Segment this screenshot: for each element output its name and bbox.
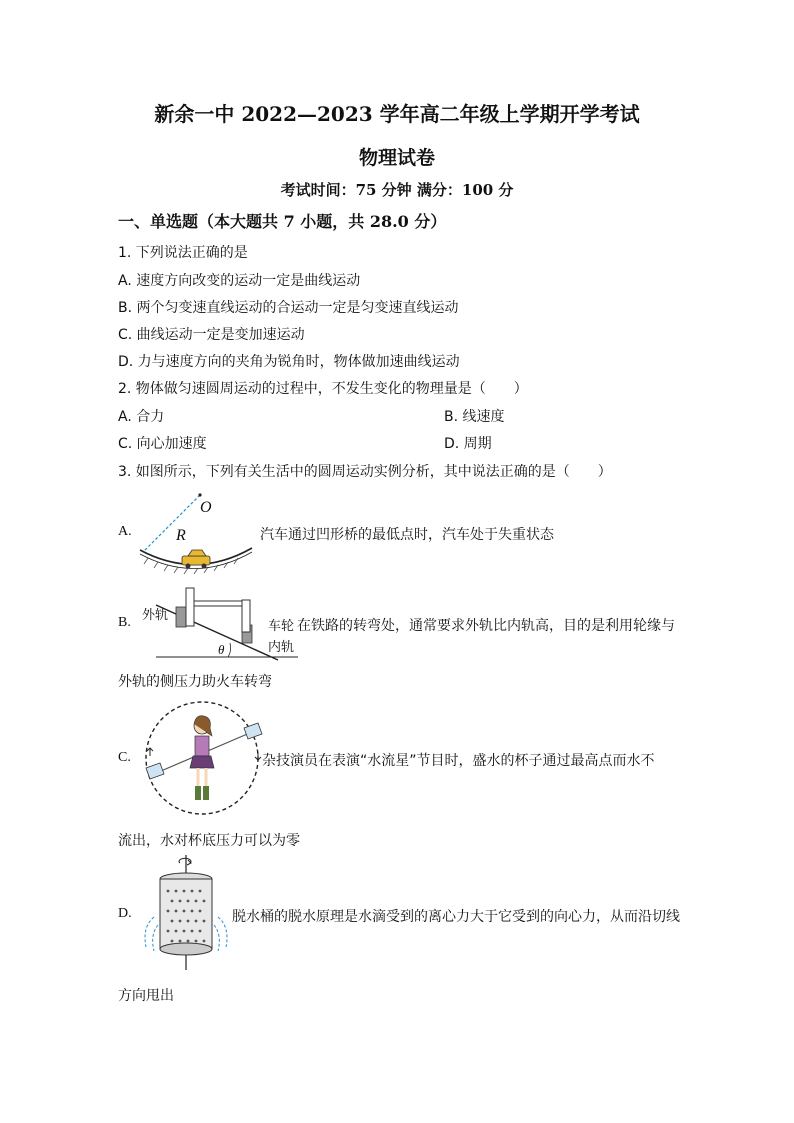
q3-a-label: A.: [118, 524, 132, 539]
q2-option-a: A. 合力: [118, 409, 165, 425]
subject-title: 物理试卷: [358, 147, 435, 169]
fig-label-r: R: [176, 527, 186, 544]
q3-d-text-line2: 方向甩出: [118, 988, 174, 1004]
q2-stem: 2. 物体做匀速圆周运动的过程中，不发生变化的物理量是（ ）: [118, 381, 528, 397]
q3-c-text-line2: 流出，水对杯底压力可以为零: [118, 833, 300, 849]
q3-c-text-line1: 杂技演员在表演“水流星”节目时，盛水的杯子通过最高点而水不: [262, 753, 655, 769]
q1-option-c: C. 曲线运动一定是变加速运动: [118, 327, 305, 343]
fig-label-outer-rail: 外轨: [142, 607, 169, 622]
exam-info: 考试时间：75 分钟 满分：100 分: [280, 181, 514, 199]
fig-label-theta: θ: [218, 642, 225, 657]
q2-option-d: D. 周期: [444, 436, 492, 452]
fig-label-o: O: [200, 499, 212, 516]
water-meteor-figure: [140, 696, 265, 821]
q1-option-a: A. 速度方向改变的运动一定是曲线运动: [118, 273, 361, 289]
performer-icon: [190, 716, 214, 800]
q1-option-d: D. 力与速度方向的夹角为锐角时，物体做加速曲线运动: [118, 354, 460, 370]
fig-label-inner-rail: 内轨: [268, 639, 295, 654]
q3-b-label: B.: [118, 615, 131, 630]
q1-stem: 1. 下列说法正确的是: [118, 245, 248, 261]
q3-stem: 3. 如图所示，下列有关生活中的圆周运动实例分析，其中说法正确的是（ ）: [118, 464, 612, 480]
q3-b-text-line2: 外轨的侧压力助火车转弯: [118, 674, 272, 690]
q3-c-label: C.: [118, 750, 131, 765]
q3-d-label: D.: [118, 906, 132, 921]
car-icon: [182, 550, 210, 569]
q3-a-text: 汽车通过凹形桥的最低点时，汽车处于失重状态: [260, 527, 554, 543]
concave-bridge-figure: [138, 490, 253, 575]
section-heading: 一、单选题（本大题共 7 小题，共 28.0 分）: [118, 212, 447, 231]
q3-d-text-line1: 脱水桶的脱水原理是水滴受到的离心力大于它受到的向心力，从而沿切线: [232, 909, 680, 925]
spin-dryer-figure: [140, 855, 235, 975]
q2-option-c: C. 向心加速度: [118, 436, 207, 452]
fig-label-wheel: 车轮: [268, 618, 295, 633]
exam-title: 新余一中 2022—2023 学年高二年级上学期开学考试: [154, 102, 640, 126]
q3-b-text-line1: 在铁路的转弯处，通常要求外轨比内轨高，目的是利用轮缘与: [297, 618, 675, 634]
q1-option-b: B. 两个匀变速直线运动的合运动一定是匀变速直线运动: [118, 300, 459, 316]
railway-curve-figure: [138, 585, 298, 665]
q2-option-b: B. 线速度: [444, 409, 505, 425]
